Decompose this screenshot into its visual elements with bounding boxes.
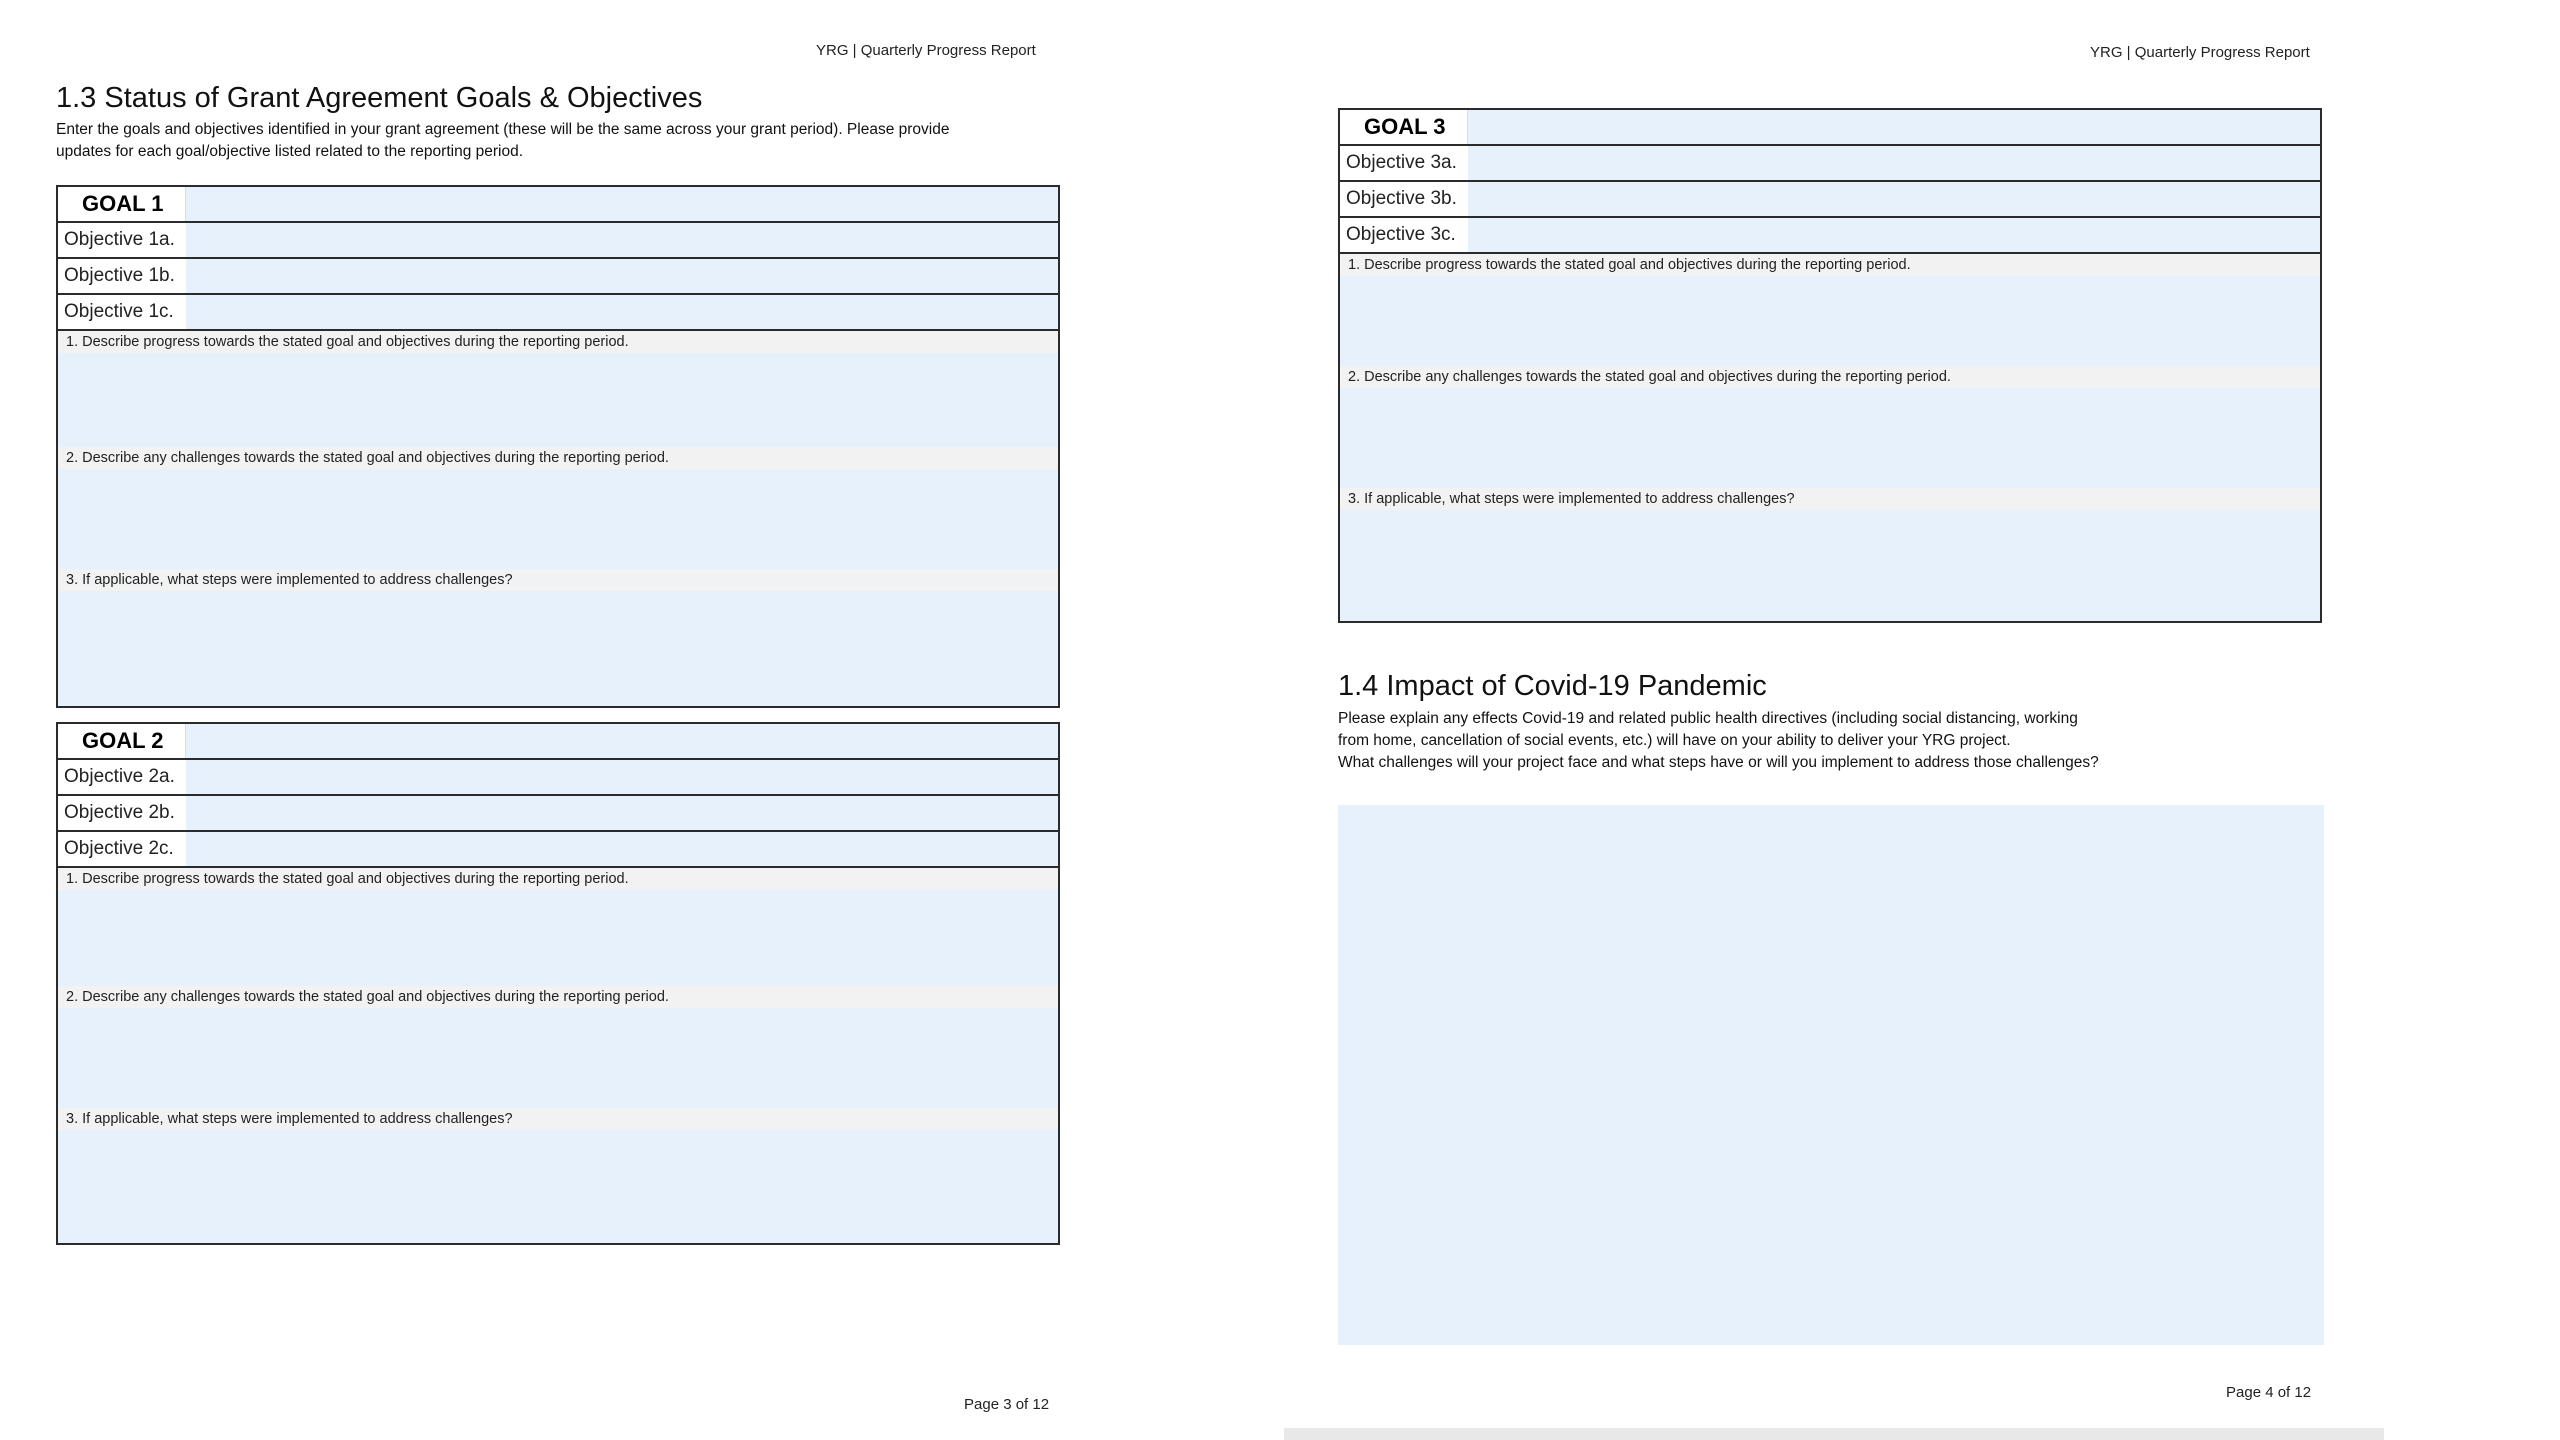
question-progress	[58, 331, 1058, 447]
document-page-4	[1272, 0, 2560, 1440]
question-steps	[58, 1108, 1058, 1237]
objective-label: Objective 1b.	[58, 259, 186, 293]
goal-header-row	[1340, 110, 2320, 146]
objective-1c-field[interactable]	[186, 295, 1058, 329]
progress-response-field[interactable]	[1340, 276, 2320, 366]
objective-2a-field[interactable]	[186, 760, 1058, 794]
objective-row	[58, 760, 1058, 796]
page-footer: Page 3 of 12	[964, 1396, 1050, 1413]
question-label: 1. Describe progress towards the stated goal and objectives during the reporting period.	[58, 331, 1058, 353]
objective-row	[1340, 146, 2320, 182]
question-label: 2. Describe any challenges towards the stated goal and objectives during the reporting period.	[58, 986, 1058, 1008]
question-progress	[1340, 254, 2320, 366]
goal-table-1	[56, 185, 1060, 708]
goal-label: GOAL 3	[1340, 110, 1468, 144]
question-steps	[1340, 488, 2320, 620]
progress-response-field[interactable]	[58, 890, 1058, 986]
goal-header-row	[58, 187, 1058, 223]
question-label: 2. Describe any challenges towards the stated goal and objectives during the reporting period.	[58, 447, 1058, 469]
objective-1b-field[interactable]	[186, 259, 1058, 293]
section-title-covid: 1.4 Impact of Covid-19 Pandemic	[1338, 670, 1767, 702]
challenges-response-field[interactable]	[1340, 388, 2320, 488]
objective-row	[58, 223, 1058, 259]
question-label: 1. Describe progress towards the stated goal and objectives during the reporting period.	[58, 868, 1058, 890]
objective-row	[1340, 182, 2320, 218]
objective-label: Objective 2c.	[58, 832, 186, 866]
objective-label: Objective 1a.	[58, 223, 186, 257]
question-steps	[58, 569, 1058, 700]
goal-header-row	[58, 724, 1058, 760]
question-label: 3. If applicable, what steps were implemented to address challenges?	[1340, 488, 2320, 510]
question-challenges	[58, 986, 1058, 1108]
goal-label: GOAL 2	[58, 724, 186, 758]
page-footer: Page 4 of 12	[2226, 1384, 2312, 1401]
question-label: 3. If applicable, what steps were implemented to address challenges?	[58, 1108, 1058, 1130]
steps-response-field[interactable]	[1340, 510, 2320, 620]
goal-title-field[interactable]	[186, 187, 1058, 221]
description-line: Enter the goals and objectives identified in your grant agreement (these will be the same across your grant period). Please provide	[56, 121, 950, 138]
description-line: from home, cancellation of social events, etc.) will have on your ability to deliver your YRG project.	[1338, 732, 2011, 749]
objective-1a-field[interactable]	[186, 223, 1058, 257]
objective-label: Objective 3c.	[1340, 218, 1468, 252]
objective-3b-field[interactable]	[1468, 182, 2320, 216]
objective-label: Objective 3a.	[1340, 146, 1468, 180]
objective-label: Objective 3b.	[1340, 182, 1468, 216]
objective-2c-field[interactable]	[186, 832, 1058, 866]
objective-2b-field[interactable]	[186, 796, 1058, 830]
objective-row	[58, 259, 1058, 295]
challenges-response-field[interactable]	[58, 1008, 1058, 1108]
objective-row	[1340, 218, 2320, 254]
goal-label: GOAL 1	[58, 187, 186, 221]
question-label: 2. Describe any challenges towards the stated goal and objectives during the reporting period.	[1340, 366, 2320, 388]
objective-label: Objective 1c.	[58, 295, 186, 329]
progress-response-field[interactable]	[58, 353, 1058, 447]
objective-row	[58, 832, 1058, 868]
objective-label: Objective 2b.	[58, 796, 186, 830]
question-label: 3. If applicable, what steps were implemented to address challenges?	[58, 569, 1058, 591]
goal-table-3	[1338, 108, 2322, 623]
objective-3c-field[interactable]	[1468, 218, 2320, 252]
question-progress	[58, 868, 1058, 986]
section-title-goals: 1.3 Status of Grant Agreement Goals & Objectives	[56, 82, 703, 114]
steps-response-field[interactable]	[58, 591, 1058, 700]
question-challenges	[58, 447, 1058, 569]
page-header: YRG | Quarterly Progress Report	[816, 42, 1036, 59]
goal-table-2	[56, 722, 1060, 1245]
document-page-3	[0, 0, 1272, 1440]
section-description-covid	[1338, 708, 2099, 774]
objective-3a-field[interactable]	[1468, 146, 2320, 180]
covid-impact-response-field[interactable]	[1338, 805, 2324, 1345]
objective-row	[58, 796, 1058, 832]
page-header: YRG | Quarterly Progress Report	[2090, 44, 2310, 61]
objective-row	[58, 295, 1058, 331]
question-label: 1. Describe progress towards the stated goal and objectives during the reporting period.	[1340, 254, 2320, 276]
section-description-goals	[56, 119, 949, 163]
challenges-response-field[interactable]	[58, 469, 1058, 569]
goal-title-field[interactable]	[1468, 110, 2320, 144]
steps-response-field[interactable]	[58, 1130, 1058, 1237]
description-line: updates for each goal/objective listed related to the reporting period.	[56, 143, 524, 160]
description-line: What challenges will your project face and what steps have or will you implement to address those challenges?	[1338, 754, 2099, 771]
description-line: Please explain any effects Covid-19 and related public health directives (including social distancing, working	[1338, 710, 2078, 727]
question-challenges	[1340, 366, 2320, 488]
goal-title-field[interactable]	[186, 724, 1058, 758]
objective-label: Objective 2a.	[58, 760, 186, 794]
horizontal-scrollbar[interactable]	[1284, 1428, 2384, 1440]
